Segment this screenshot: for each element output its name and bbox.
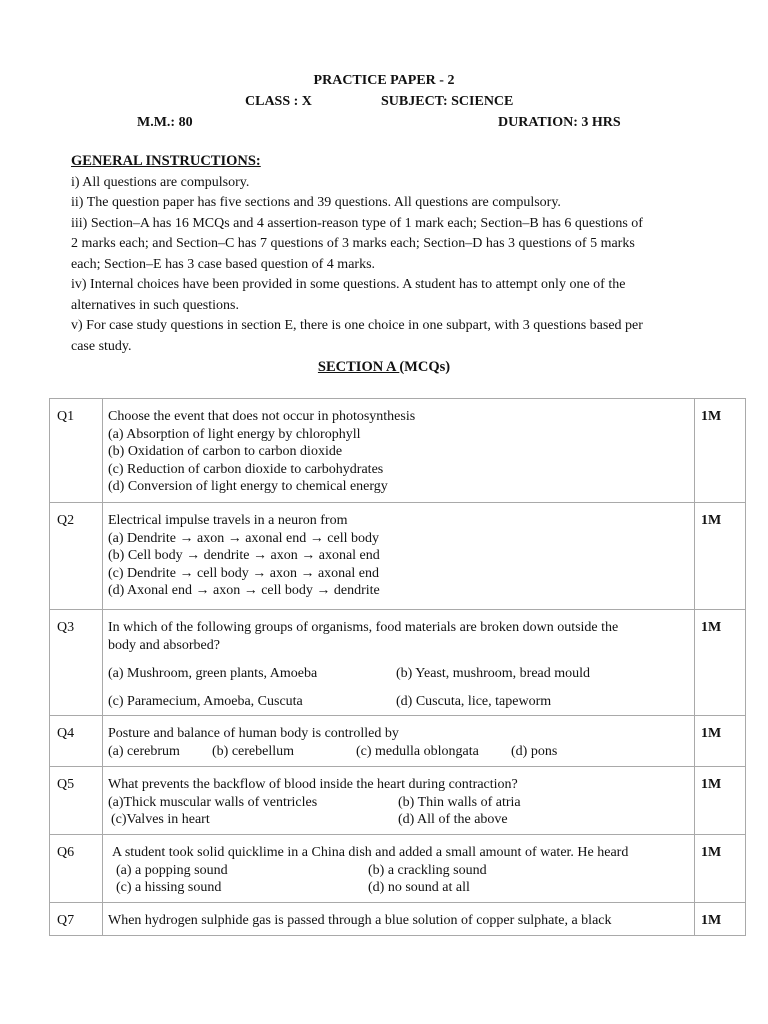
section-heading — [0, 359, 768, 376]
question-body — [103, 716, 695, 767]
question-body — [103, 503, 695, 610]
question-body — [103, 610, 695, 716]
option: (a) Mushroom, green plants, Amoeba — [108, 666, 318, 681]
instruction-line: v) For case study questions in section E, there is one choice in one subpart, with 3 questions based per — [71, 318, 643, 333]
question-body — [103, 903, 695, 936]
max-marks-label: M.M.: 80 — [137, 115, 193, 130]
option: (c) Reduction of carbon dioxide to carbohydrates — [108, 461, 384, 477]
option: (c) Paramecium, Amoeba, Cuscuta — [108, 693, 303, 709]
question-row — [50, 716, 746, 767]
option-row — [108, 743, 688, 761]
question-text: What prevents the backflow of blood inside the heart during contraction? — [108, 777, 518, 792]
question-row — [50, 903, 746, 936]
question-number: Q6 — [50, 835, 103, 903]
question-text: body and absorbed? — [108, 637, 220, 653]
option: (b) Thin walls of atria — [398, 794, 521, 810]
instruction-line: iv) Internal choices have been provided in some questions. A student has to attempt only one of the — [71, 277, 626, 292]
instruction-line: 2 marks each; and Section–C has 7 questions of 3 marks each; Section–D has 3 questions of 5 marks — [71, 236, 635, 251]
question-row — [50, 399, 746, 503]
option: (a) Dendrite → axon → axonal end → cell body — [108, 530, 379, 546]
class-label: CLASS : X — [245, 94, 312, 109]
question-text: A student took solid quicklime in a China dish and added a small amount of water. He heard — [112, 845, 629, 860]
question-number: Q2 — [50, 503, 103, 610]
option: (b) cerebellum — [212, 743, 295, 759]
option-row — [108, 693, 688, 711]
question-text: Choose the event that does not occur in photosynthesis — [108, 409, 416, 424]
option: (d) All of the above — [398, 812, 508, 827]
subject-label: SUBJECT: SCIENCE — [381, 94, 514, 109]
marks: 1M — [695, 503, 746, 610]
question-number: Q1 — [50, 399, 103, 503]
question-body — [103, 399, 695, 503]
option: (d) Conversion of light energy to chemical energy — [108, 479, 388, 494]
question-number: Q4 — [50, 716, 103, 767]
question-text: When hydrogen sulphide gas is passed through a blue solution of copper sulphate, a black — [108, 913, 612, 928]
instructions-heading: GENERAL INSTRUCTIONS: — [71, 153, 261, 169]
option: (d) Cuscuta, lice, tapeworm — [396, 693, 552, 709]
question-number: Q5 — [50, 767, 103, 835]
option: (b) Cell body → dendrite → axon → axonal end — [108, 548, 380, 563]
option: (a) cerebrum — [108, 743, 180, 759]
question-row — [50, 835, 746, 903]
option: (c)Valves in heart — [111, 812, 210, 827]
option: (c) a hissing sound — [116, 880, 222, 895]
option: (c) Dendrite → cell body → axon → axonal end — [108, 565, 379, 581]
option-row — [108, 811, 688, 829]
instruction-line: alternatives in such questions. — [71, 298, 239, 313]
option: (c) medulla oblongata — [356, 743, 479, 759]
paper-title: PRACTICE PAPER - 2 — [313, 73, 455, 88]
marks: 1M — [695, 903, 746, 936]
instruction-line: case study. — [71, 339, 132, 354]
question-body — [103, 835, 695, 903]
instruction-line: ii) The question paper has five sections and 39 questions. All questions are compulsory. — [71, 195, 561, 210]
marks: 1M — [695, 610, 746, 716]
question-number: Q3 — [50, 610, 103, 716]
question-number: Q7 — [50, 903, 103, 936]
option-row — [108, 665, 688, 683]
question-text: Electrical impulse travels in a neuron from — [108, 513, 348, 528]
question-text: Posture and balance of human body is controlled by — [108, 726, 399, 741]
question-text: In which of the following groups of organisms, food materials are broken down outside the — [108, 620, 619, 635]
option-row — [108, 862, 688, 880]
option: (b) Yeast, mushroom, bread mould — [396, 666, 591, 681]
question-row — [50, 767, 746, 835]
option: (b) Oxidation of carbon to carbon dioxide — [108, 444, 343, 459]
option: (a) a popping sound — [116, 862, 228, 878]
option: (d) no sound at all — [368, 880, 470, 895]
marks: 1M — [695, 835, 746, 903]
marks: 1M — [695, 399, 746, 503]
option: (a) Absorption of light energy by chlorophyll — [108, 426, 361, 442]
question-row — [50, 503, 746, 610]
option: (b) a crackling sound — [368, 862, 487, 878]
instruction-line: each; Section–E has 3 case based question of 4 marks. — [71, 257, 376, 272]
option-row — [108, 879, 688, 897]
marks: 1M — [695, 767, 746, 835]
duration-label: DURATION: 3 HRS — [498, 115, 621, 130]
instruction-line: iii) Section–A has 16 MCQs and 4 assertion-reason type of 1 mark each; Section–B has 6 questions of — [71, 216, 643, 231]
option: (d) pons — [511, 743, 558, 759]
section-name: SECTION A — [317, 359, 400, 375]
instruction-line: i) All questions are compulsory. — [71, 175, 250, 190]
marks: 1M — [695, 716, 746, 767]
question-row — [50, 610, 746, 716]
section-type: (MCQs) — [399, 359, 451, 375]
questions-table — [49, 398, 746, 936]
option: (a)Thick muscular walls of ventricles — [108, 794, 318, 810]
option-row — [108, 794, 688, 812]
question-body — [103, 767, 695, 835]
option: (d) Axonal end → axon → cell body → dendrite — [108, 583, 380, 598]
